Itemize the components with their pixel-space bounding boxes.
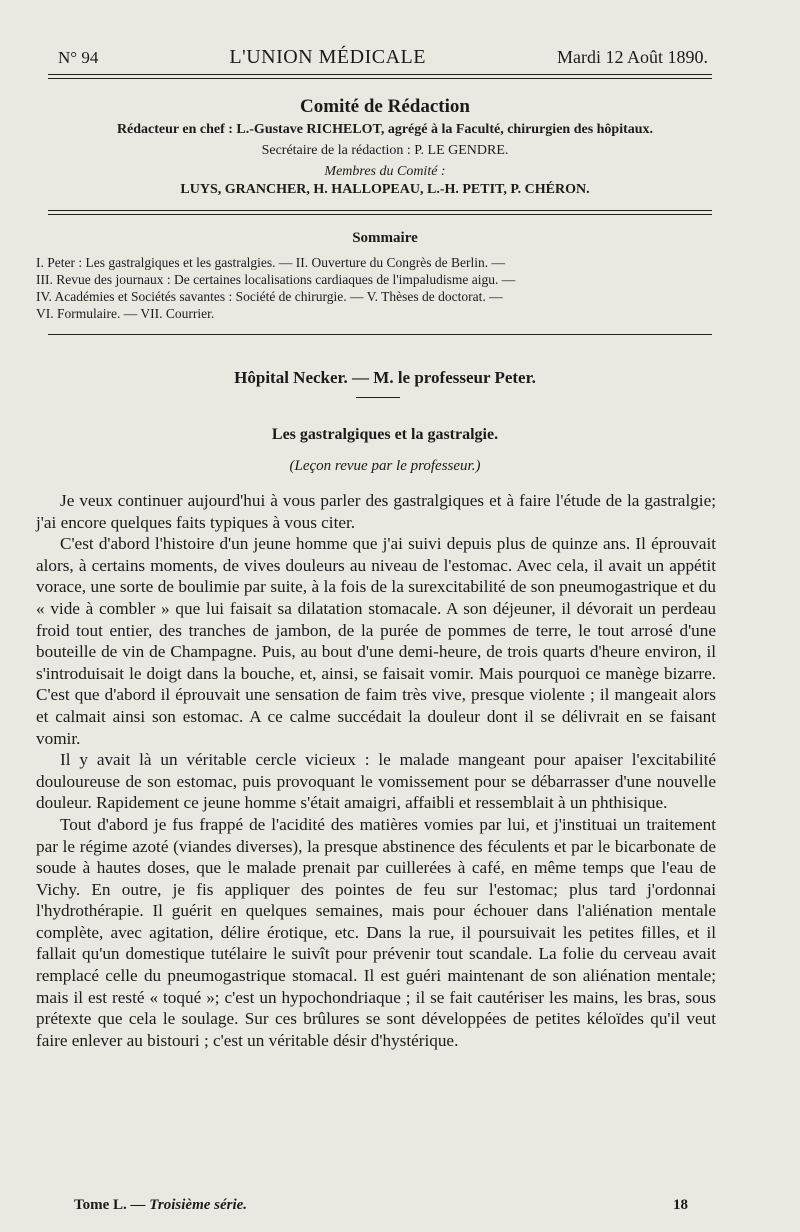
header-rule-thin	[48, 78, 712, 79]
hospital-line: Hôpital Necker. — M. le professeur Peter.	[234, 368, 536, 387]
sommaire-line: I. Peter : Les gastralgiques et les gastralgies. — II. Ouverture du Congrès de Berlin. —	[36, 255, 505, 270]
paragraph: Tout d'abord je fus frappé de l'acidité des matières vomies par lui, et j'instituai un traitement par le régime azoté (viandes diverses), la presque abstinence des féculents et par le bicarbonate de soude à hautes doses, que le malade prenait par cuillerées à café, en même temps que l'eau de Vichy. En outre, je fis appliquer des pointes de feu sur l'estomac; plus tard j'ordonnai l'hydrothérapie. Il guérit en quelques semaines, mais pour échouer dans l'aliénation mentale complète, avec agitation, délire érotique, etc. Dans la rue, il poursuivait les petites filles, et il fallait qu'un domestique tutélaire le suivît pour prévenir tout scandale. La folie du cerveau avait remplacé celle du pneumogastrique stomacal. Il est guéri maintenant de son aliénation mentale; mais il est resté « toqué »; c'est un hypochondriaque ; il se fait cautériser les mains, les bras, sous prétexte que cela le soulage. Sur ces brûlures se sont développées de petites kéloïdes qu'il veut faire enlever au bistouri ; c'est un véritable désir d'hystérique.	[36, 814, 716, 1050]
article-body	[36, 490, 716, 1051]
paragraph: Il y avait là un véritable cercle vicieux : le malade mangeant pour apaiser l'excitabilité douloureuse de son estomac, puis provoquant le vomissement pour se débarrasser d'une nouvelle douleur. Rapidement ce jeune homme s'était amaigri, affaibli et ressemblait à un phthisique.	[36, 750, 716, 813]
sommaire-line: III. Revue des journaux : De certaines localisations cardiaques de l'impaludisme aigu. —	[36, 272, 516, 287]
sommaire-rule	[48, 334, 712, 335]
issue-date: Mardi 12 Août 1890.	[557, 47, 708, 67]
tome-label: Tome L.	[74, 1197, 127, 1213]
sommaire-list	[36, 254, 720, 322]
issue-number: N° 94	[58, 48, 99, 67]
sommaire-line: VI. Formulaire. — VII. Courrier.	[36, 306, 215, 321]
serie-label: — Troisième série.	[130, 1197, 248, 1213]
membres-line: LUYS, GRANCHER, H. HALLOPEAU, L.-H. PETIT, P. CHÉRON.	[180, 182, 590, 197]
header-rule	[48, 74, 712, 75]
paragraph: Je veux continuer aujourd'hui à vous parler des gastralgiques et à faire l'étude de la gastralgie; j'ai encore quelques faits typiques à vous citer.	[36, 491, 716, 532]
secretaire-line: Secrétaire de la rédaction : P. LE GENDRE.	[261, 143, 509, 158]
short-rule	[356, 397, 400, 398]
article-title: Les gastralgiques et la gastralgie.	[271, 426, 499, 443]
page-number: 18	[673, 1197, 688, 1213]
sommaire-line: IV. Académies et Sociétés savantes : Société de chirurgie. — V. Thèses de doctorat. —	[36, 289, 503, 304]
article-subtitle: (Leçon revue par le professeur.)	[289, 458, 481, 474]
committee-rule	[48, 210, 712, 211]
journal-title: L'UNION MÉDICALE	[229, 46, 426, 68]
membres-label: Membres du Comité :	[324, 164, 446, 179]
redacteur-line: Rédacteur en chef : L.-Gustave RICHELOT, agrégé à la Faculté, chirurgien des hôpitaux.	[116, 122, 654, 137]
page-header	[58, 46, 708, 69]
paragraph: C'est d'abord l'histoire d'un jeune homme que j'ai suivi depuis plus de quinze ans. Il éprouvait alors, à certains moments, de vives douleurs au niveau de l'estomac. Avec cela, il avait un appétit vorace, une sorte de boulimie par suite, à la fois de la surexcitabilité de son pneumogastrique et du « vide à combler » que lui faisait sa dilatation stomacale. A son déjeuner, il dévorait un perdeau froid tout entier, des tranches de jambon, de la purée de pommes de terre, le tout arrosé d'une bouteille de vin de Champagne. Puis, au bout d'une demi-heure, de trois quarts d'heure environ, il s'introduisait le doigt dans la bouche, et, ainsi, se faisait vomir. Mais pourquoi ce manège bizarre. C'est que d'abord il éprouvait une sensation de faim très vive, presque violente ; il mangeait alors et calmait ainsi son estomac. A ce calme succédait la douleur dont il se délivrait en se faisant vomir.	[36, 534, 716, 748]
sommaire-title: Sommaire	[352, 230, 418, 246]
committee-title: Comité de Rédaction	[300, 96, 470, 117]
page-footer	[74, 1197, 688, 1214]
committee-rule-thin	[48, 214, 712, 215]
